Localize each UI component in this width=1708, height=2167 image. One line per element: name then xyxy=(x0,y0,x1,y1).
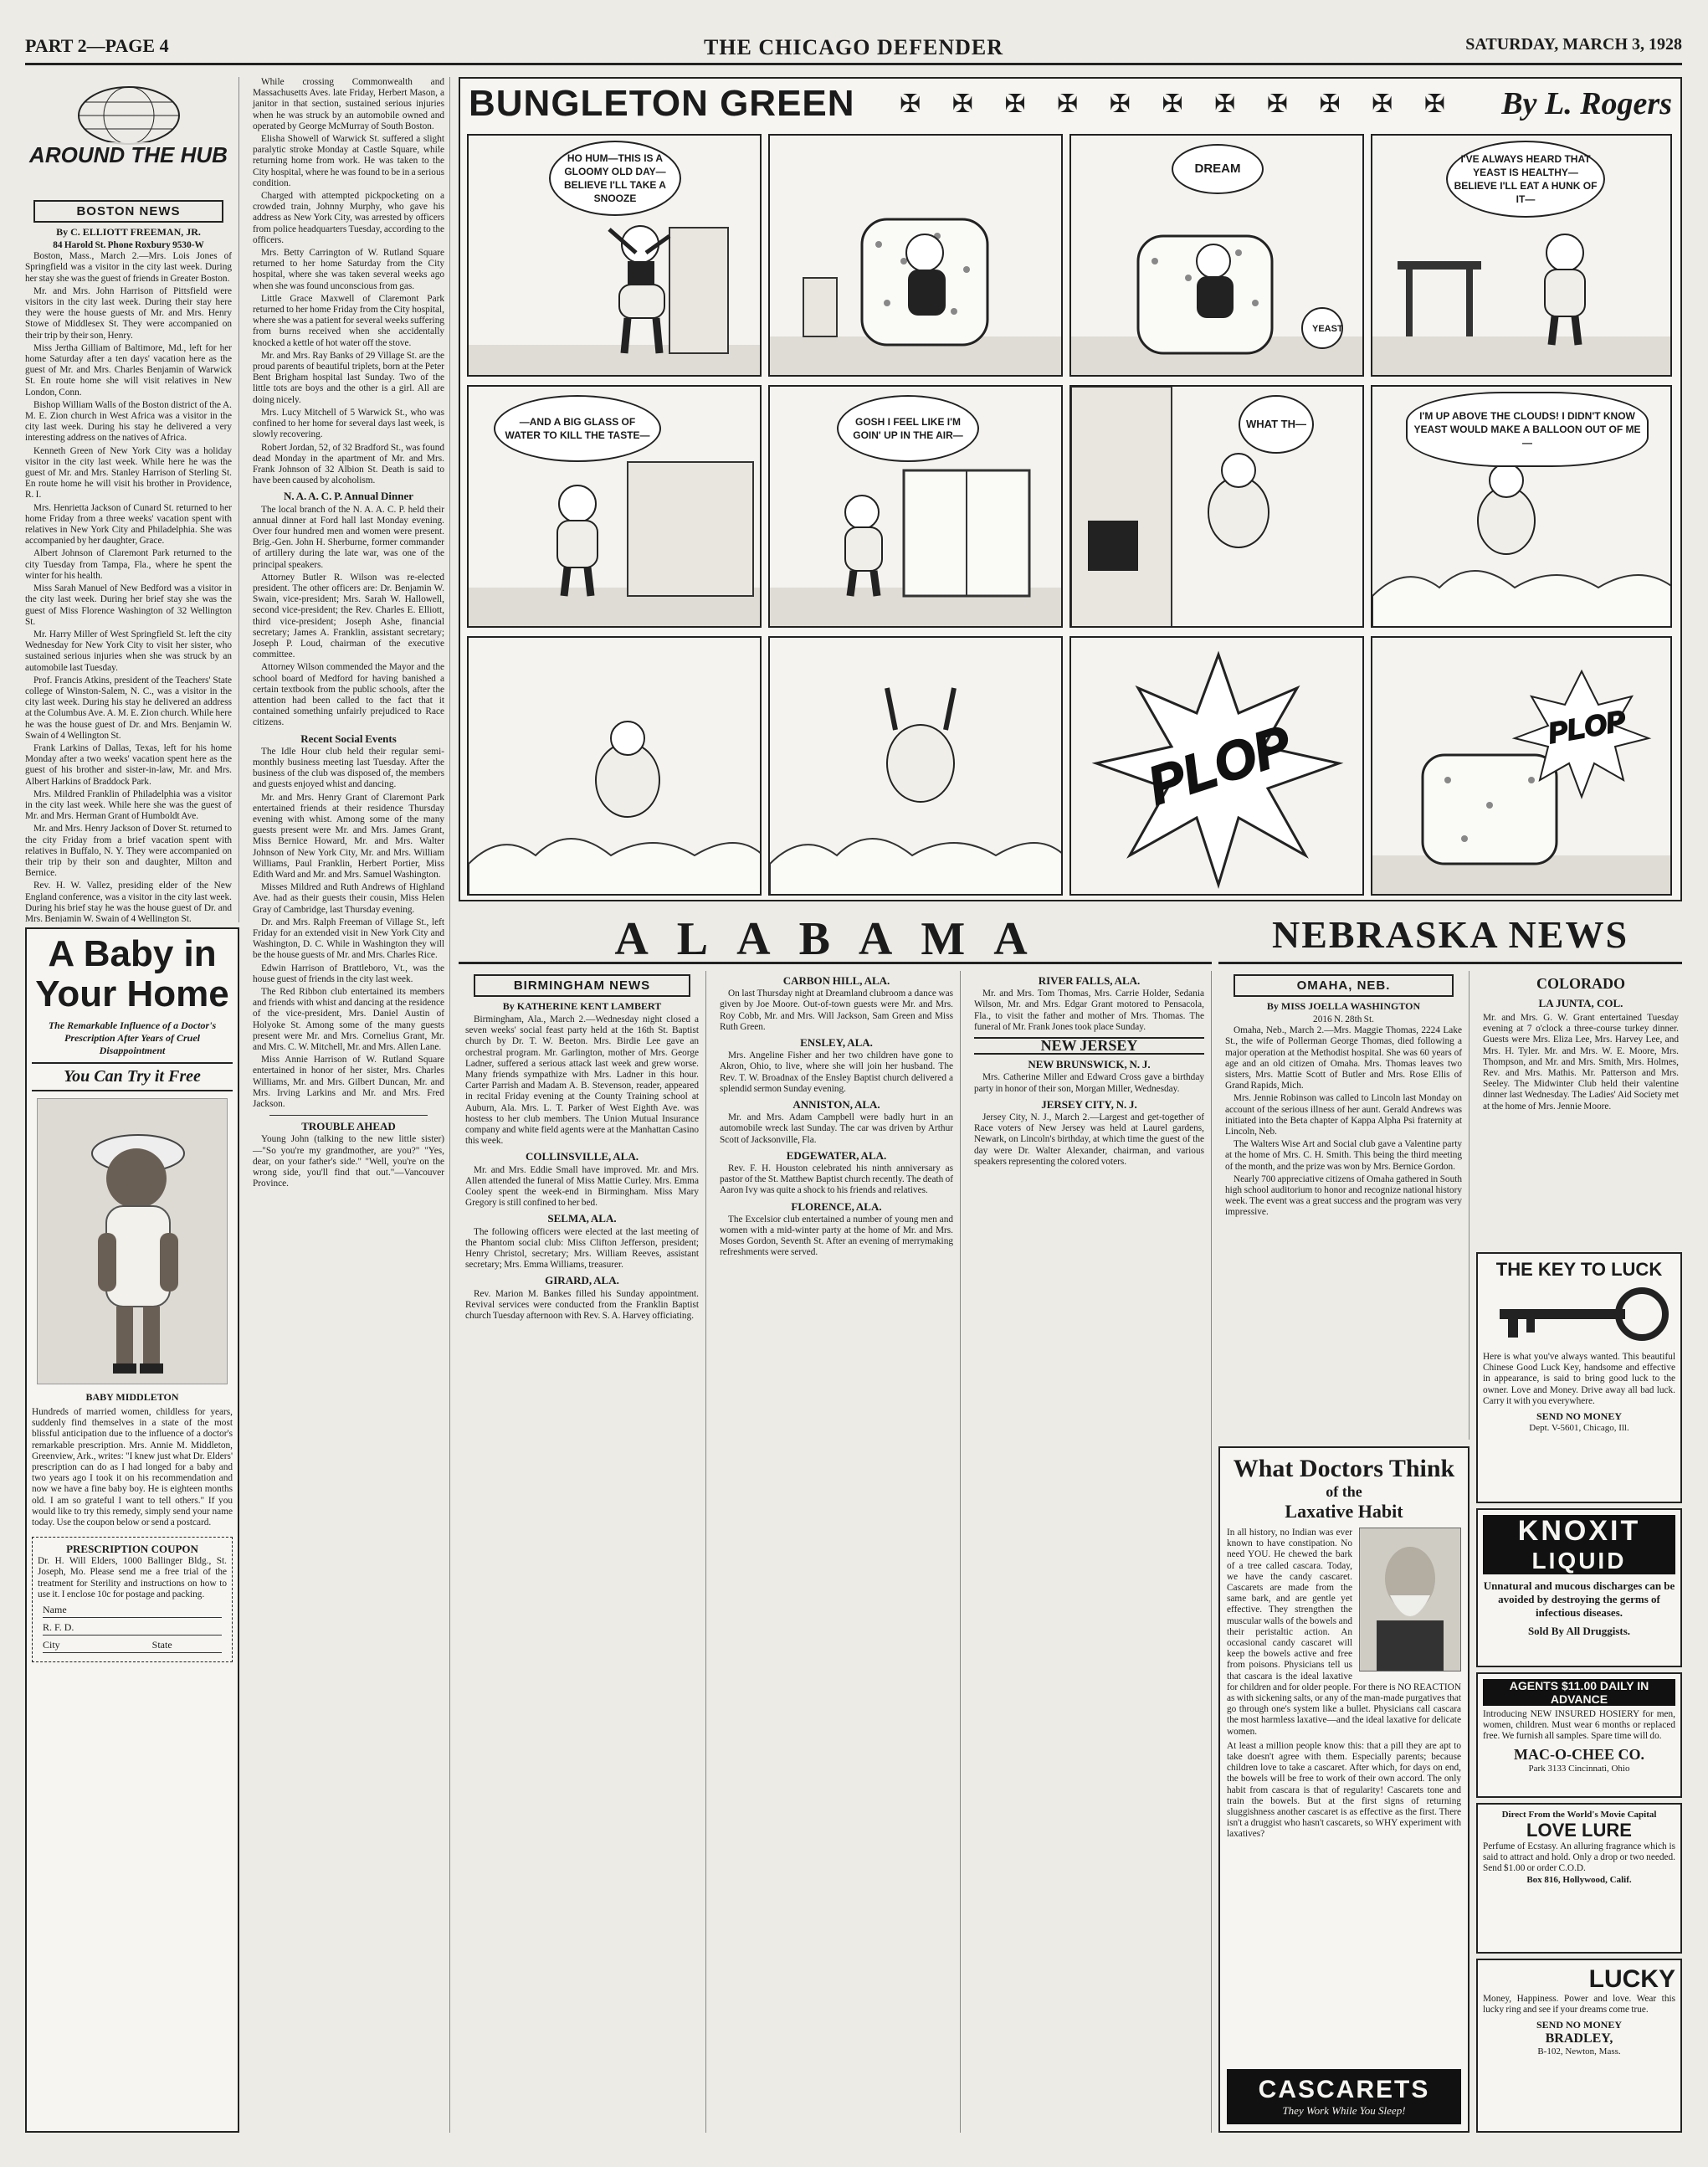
boston-paragraphs xyxy=(25,251,232,922)
coupon-state-label: State xyxy=(151,1639,172,1651)
boston-paragraph: Miss Annie Harrison of W. Rutland Square entertained in honor of her sister, Mrs. Charles Williams, Mr. and Mrs. Gilbert Duncan, Mr. and Mrs. Irving Larkins and Mr. and Mrs. Fred Jackson. xyxy=(253,1055,444,1110)
boston-paragraph: Rev. H. W. Vallez, presiding elder of the New England conference, was a visitor in the city last week. During his brief stay he was the house guest of Dr. and Mrs. Benjamin W. Swain of 4 Wellington St. xyxy=(25,881,232,922)
boston-paragraph: Mr. and Mrs. Ray Banks of 29 Village St. are the proud parents of beautiful triplets, born at the Peter Bent Brigham hospital last Sunday. Two of the little tots are boys and the other is a girl. All are doing nicely. xyxy=(253,350,444,405)
dream-bubble: DREAM xyxy=(1172,144,1264,194)
boston-paragraph: Bishop William Walls of the Boston district of the A. M. E. Zion church in West Africa was a visitor in the city last week. During his stay he delivered a very interesting address on the natives of Africa. xyxy=(25,399,232,444)
alabama-headline xyxy=(459,912,1212,964)
river-falls-head: RIVER FALLS, ALA. xyxy=(1038,974,1141,987)
baby-ad-try-free: You Can Try it Free xyxy=(32,1062,233,1091)
nebraska-column xyxy=(1218,971,1469,1440)
river-falls-text: Mr. and Mrs. Tom Thomas, Mrs. Carrie Holder, Sedania Wilson, Mr. and Mrs. Edgar Grant motored to Pensacola, Fla., to visit the father and mother of Mrs. Thomas. The funeral of Mr. Frank Jones took place Sunday. xyxy=(974,989,1204,1032)
boston-byline: By C. ELLIOTT FREEMAN, JR. xyxy=(56,226,201,238)
trouble-ahead-head: TROUBLE AHEAD xyxy=(301,1120,396,1133)
lucky-ring-ad xyxy=(1476,1959,1682,2133)
comic-panel-4 xyxy=(1371,134,1672,377)
doctors-ad-caption: At least a million people know this: that a pill they are apt to take doesn't agree with them. Especially parents; because children love to take a cascaret. After which, for days on end, the bowels will be free to work of their own accord. The only habit from cascara is that of regularity! Cascarets tone and train the bowels. But at the first signs of returning sluggishness another cascaret is as effective as the first. There isn't a druggist who hasn't cascarets, so WHY experiment with laxatives? xyxy=(1227,1740,1461,1840)
love-lure-ad xyxy=(1476,1803,1682,1954)
speech-bubble: GOSH I FEEL LIKE I'M GOIN' UP IN THE AIR— xyxy=(837,395,979,462)
baby-illustration xyxy=(38,1099,230,1384)
new-brunswick-head: NEW BRUNSWICK, N. J. xyxy=(1028,1058,1151,1071)
boston-paragraph: Mr. and Mrs. John Harrison of Pittsfield were visitors in the city last week. During their stay here they were the house guests of Mr. and Mrs. Henry Stowe of Middlesex St. They were accompanied on their trip by their son, Henry. xyxy=(25,285,232,341)
nebraska-headline xyxy=(1218,912,1682,964)
doctors-ad-body: In all history, no Indian was ever known to have constipation. No need YOU. He chewed the bark of a tree called cascara. Today, we have the candy cascaret. Cascarets are made from the same bark, and are gentle yet effective. They strengthen the muscular walls of the bowels and their peristaltic action. An occasional candy cascaret will keep the bowels active and free from poisons. Physicians tell us that cascara is the ideal laxative for children and for older people. For there is NO REACTION as with sickening salts, or any of the man-made purgatives that go through one's system like a bullet. Physicians call cascara the most harmless laxative—and the ideal laxative for delicate women. xyxy=(1227,1528,1461,1737)
florence-text: The Excelsior club entertained a number of young men and women with a mid-winter party at the home of Mr. and Mrs. Moses Gordon, Seventh St. After an evening of merrymaking refreshments were served. xyxy=(720,1214,953,1258)
boston-paragraph: Frank Larkins of Dallas, Texas, left for his home Monday after a two weeks' vacation spent here as the guest of his brother and sister-in-law, Mr. and Mrs. Albert Harkins of Braddock Park. xyxy=(25,742,232,787)
key-icon xyxy=(1483,1281,1677,1348)
omaha-text: Nearly 700 appreciative citizens of Omaha gathered in South high school auditorium to honor and recognize national history week. The event was a great success and the program was very impressive. xyxy=(1225,1173,1462,1218)
anniston-head: ANNISTON, ALA. xyxy=(792,1098,880,1112)
speech-bubble: HO HUM—THIS IS A GLOOMY OLD DAY—BELIEVE I'LL TAKE A SNOOZE xyxy=(549,141,681,216)
love-lure-sub: Direct From the World's Movie Capital xyxy=(1501,1810,1657,1820)
newspaper-name: THE CHICAGO DEFENDER xyxy=(703,35,1004,59)
naacp-paragraph: Attorney Wilson commended the Mayor and the school board of Medford for having banished a certain textbook from the public schools, after the attention had been called to the fact that it contained something unfairly prejudiced to Race citizens. xyxy=(253,662,444,728)
key-to-luck-ad xyxy=(1476,1252,1682,1503)
florence-head: FLORENCE, ALA. xyxy=(791,1199,882,1213)
new-brunswick-text: Mrs. Catherine Miller and Edward Cross gave a birthday party in honor of their son, Morgan Miller, Wednesday. xyxy=(974,1072,1204,1094)
prescription-coupon xyxy=(32,1537,233,1662)
baby-ad-headline-1: A Baby in xyxy=(48,933,217,974)
ensley-text: Mrs. Angeline Fisher and her two children have gone to Akron, Ohio, to live, where she will join her husband. The Rev. T. W. Broadnax of the Ensley Baptist church delivered a splendid sermon Sunday evening. xyxy=(720,1050,953,1094)
boston-paragraph: Albert Johnson of Claremont Park returned to the city Tuesday from Tampa, Fla., where he spent the winter for his health. xyxy=(25,548,232,581)
omaha-text: Omaha, Neb., March 2.—Mrs. Maggie Thomas, 2224 Lake St., the wife of Pollerman George Thomas, died following a major operation at the Methodist hospital. She was 60 years of age and an old citizen of Omaha. Mrs. Thomas leaves two sisters, Mrs. Mattie Scott of Butler and Mrs. Rose Ellis of Grand Rapids, Mich. xyxy=(1225,1025,1462,1091)
key-ad-body: Here is what you've always wanted. This beautiful Chinese Good Luck Key, handsome and effective in appearance, is said to bring good luck to the owner. Love and Money. Drive away all bad luck. Carry it with you everywhere. xyxy=(1483,1352,1675,1406)
colorado-head: COLORADO xyxy=(1536,975,1625,992)
agents-ad-address: Park 3133 Cincinnati, Ohio xyxy=(1528,1763,1630,1774)
love-lure-address: Box 816, Hollywood, Calif. xyxy=(1526,1874,1632,1885)
comic-title: BUNGLETON GREEN xyxy=(469,83,855,124)
boston-paragraph: Miss Jertha Gilliam of Baltimore, Md., left for her home Saturday after a ten days' vacation here as the guest of Mr. and Mrs. Charles Benjamin of Warwick St. En route home she will visit relatives in New London, Conn. xyxy=(25,342,232,398)
comic-panel-10 xyxy=(768,636,1063,896)
comic-title-ornament: ✠ ✠ ✠ ✠ ✠ ✠ ✠ ✠ ✠ ✠ ✠ xyxy=(899,89,1457,119)
comic-panel-2 xyxy=(768,134,1063,377)
figure-landed-in-chair xyxy=(1372,638,1672,896)
omaha-address: 2016 N. 28th St. xyxy=(1313,1014,1374,1024)
social-events-head: Recent Social Events xyxy=(300,732,397,745)
comic-panel-9 xyxy=(467,636,762,896)
comic-panel-1 xyxy=(467,134,762,377)
doctor-portrait-illustration xyxy=(1360,1528,1460,1671)
social-paragraph: Mr. and Mrs. Henry Grant of Claremont Park entertained friends at their residence Thursday evening with whist. Among some of the many guests present were Mr. and Mrs. James Grant, Miss Bernice Howard, Mr. and Mrs. Walter Johnson of New York City, Mr. and Mrs. William Williams, Paul Franklin, Herbert Portier, Miss Edith Ward and Mr. and Mrs. Samuel Washington. xyxy=(253,792,444,881)
baby-photo xyxy=(37,1098,228,1384)
baby-ad-body: Hundreds of married women, childless for years, suddenly find themselves in a state of the most blissful anticipation due to the influence of a doctor's remarkable prescription. Mrs. Annie M. Middleton, Greenview, Ark., writes: "I knew just what Dr. Elders' prescription can do as I had longed for a baby and two years ago I took it on his recommendation and now we have a fine baby boy. He is eighteen months old. I am so grateful I want to tell others." If you would like to try this remedy, simply send your name today. Use the coupon below or send a postcard. xyxy=(32,1407,233,1528)
boston-paragraph: Charged with attempted pickpocketing on a crowded train, Johnny Murphy, who gave his address as New York City, was arrested by officers from police headquarters Tuesday, according to the officers. xyxy=(253,191,444,245)
alabama-title: ALABAMA xyxy=(614,913,1056,965)
coupon-rfd-field[interactable] xyxy=(43,1621,222,1636)
plop-sound-effect: PLOP xyxy=(1141,713,1299,817)
alabama-column-3 xyxy=(967,971,1212,2133)
knoxit-body: Unnatural and mucous discharges can be avoided by destroying the germs of infectious diseases. xyxy=(1483,1579,1675,1619)
birmingham-byline: By KATHERINE KENT LAMBERT xyxy=(502,1000,662,1012)
speech-bubble: I'VE ALWAYS HEARD THAT YEAST IS HEALTHY—BELIEVE I'LL EAT A HUNK OF IT— xyxy=(1446,141,1605,218)
naacp-paragraph: The local branch of the N. A. A. C. P. held their annual dinner at Ford hall last Monday evening. Over four hundred men and women were present. Brig.-Gen. John H. Sherburne, former commander of artillery during the late war, was one of the principal speakers. xyxy=(253,504,444,570)
trouble-ahead-joke: Young John (talking to the new little sister)—"So you're my grandmother, are you?" "Yes, dear, on your father's side." "Well, you're on the wrong side, you'll find that out."—Vancouver Province. xyxy=(253,1134,444,1189)
knoxit-ad xyxy=(1476,1508,1682,1667)
coupon-text: Dr. H. Will Elders, 1000 Ballinger Bldg., St. Joseph, Mo. Please send me a free trial of the treatment for Sterility and instructions on how to use it. I enclose 10c for postage and packing. xyxy=(38,1556,227,1600)
boston-paragraph: Miss Sarah Manuel of New Bedford was a visitor in the city last week. During her brief stay she was the guest of Miss Florence Washington of 32 Wellington St. xyxy=(25,583,232,627)
baby-ad-sub: The Remarkable Influence of a Doctor's Prescription After Years of Cruel Disappointment xyxy=(48,1019,217,1056)
colorado-text: Mr. and Mrs. G. W. Grant entertained Tuesday evening at 7 o'clock a three-course turkey dinner. Guests were Mrs. Eliza Lee, Mrs. Harvey Lee, and Mrs. H. Tyler. Mr. and Mrs. W. E. Moore, Mrs. Thompson, and Mr. and Mrs. Smith, Mrs. Holmes, Rev. and Mrs. Mathis. Mr. Patterson and Mrs. Seeley. The Midwinter Club held their valentine dinner last Wednesday. The Ladies' Aid Society met at the home of Mrs. Jennie Moore. xyxy=(1483,1013,1679,1112)
globe-icon xyxy=(33,80,225,147)
agents-ad-body: Introducing NEW INSURED HOSIERY for men, women, children. Must wear 6 months or replaced free. We furnish all samples. Spare time will do. xyxy=(1483,1709,1675,1742)
comic-byline: By L. Rogers xyxy=(1501,86,1672,121)
birmingham-text: Birmingham, Ala., March 2.—Wednesday night closed a seven weeks' social feast party held at the 16th St. Baptist church by Dr. T. W. Beeton. Mrs. Birdie Lee gave an orchestral program. Mr. Garlington, mother of Mrs. George Ladner, suffered a serious attack last week and grew worse. Many friends sympathize with Mrs. Ladner in this hour. Carter Parrish and Madam A. B. Stevenson, reader, appeared in recital Friday evening at the County Training school at Auburn, Ala. Mrs. L. T. Parker of West Eighth Ave. was hostess to her club members. The Union Mutual Insurance company and white field agents were at the Manhattan Casino this week. xyxy=(465,1014,699,1147)
omaha-text: Mrs. Jennie Robinson was called to Lincoln last Monday on account of the serious illness of her aunt. Gerald Andrews was initiated into the Beta chapter of Kappa Alpha Psi fraternity at Lincoln, Neb. xyxy=(1225,1093,1462,1137)
boston-paragraph: Kenneth Green of New York City was a holiday visitor in the city last week. While here he was the guest of Mr. and Mrs. Stanley Harrison of Sterling St. En route home he will visit his brother in Providence, R. I. xyxy=(25,445,232,501)
birmingham-news-head: BIRMINGHAM NEWS xyxy=(474,974,690,997)
boston-paragraph: While crossing Commonwealth and Massachusetts Aves. late Friday, Herbert Mason, a janitor in that section, sustained serious injuries when he was struck by an automobile owned and operated by George McMurray of South Boston. xyxy=(253,77,444,131)
coupon-head: PRESCRIPTION COUPON xyxy=(66,1543,198,1556)
boston-paragraph: Mrs. Lucy Mitchell of 5 Warwick St., who was confined to her home for several days last week, is slowly recovering. xyxy=(253,407,444,440)
coupon-city-field[interactable] xyxy=(43,1639,222,1653)
agents-ad-company: MAC-O-CHEE CO. xyxy=(1514,1745,1644,1763)
boston-paragraph: Boston, Mass., March 2.—Mrs. Lois Jones of Springfield was a visitor in the city last week. During her stay she was the guest of friends in Greater Boston. xyxy=(25,251,232,284)
lucky-ad-address: B-102, Newton, Mass. xyxy=(1537,2046,1621,2057)
comic-panel-3 xyxy=(1069,134,1364,377)
agents-ad-head: AGENTS $11.00 DAILY IN ADVANCE xyxy=(1483,1679,1675,1706)
boston-paragraph: Mrs. Henrietta Jackson of Cunard St. returned to her home Friday from a three weeks' vacation spent with relatives in New York City and Philadelphia. She was accompanied by her daughter, Grace. xyxy=(25,502,232,547)
bungleton-green-comic xyxy=(459,77,1682,901)
boston-paragraph: Misses Mildred and Ruth Andrews of Highland Ave. had as their guests their cousin, Miss Helen Gray of Cambridge, last Thursday evening. xyxy=(253,882,444,915)
cascarets-logo xyxy=(1227,2069,1461,2124)
floating-figure xyxy=(1071,387,1364,628)
boston-paragraph: Edwin Harrison of Brattleboro, Vt., was the house guest of friends in the city last week. xyxy=(253,963,444,984)
comic-panel-5 xyxy=(467,385,762,628)
naacp-head: N. A. A. C. P. Annual Dinner xyxy=(283,490,414,503)
girard-text: Rev. Marion M. Bankes filled his Sunday appointment. Revival services were conducted from the Franklin Baptist church Tuesday afternoon with Rev. S. A. Harvey officiating. xyxy=(465,1288,699,1322)
doctors-ad-title: What Doctors Think xyxy=(1233,1455,1455,1482)
boston-paragraph: Dr. and Mrs. Ralph Freeman of Village St., left Friday for an extended visit in New York City and Washington, D. C. While in Washington they will be the house guests of Mr. and Mrs. Charles Rice. xyxy=(253,917,444,961)
page-number: PART 2—PAGE 4 xyxy=(25,35,169,56)
comic-panel-11 xyxy=(1069,636,1364,896)
coupon-name-field[interactable] xyxy=(43,1604,222,1618)
omaha-head: OMAHA, NEB. xyxy=(1234,974,1454,997)
comic-panel-6 xyxy=(768,385,1063,628)
boston-paragraph: Mrs. Mildred Franklin of Philadelphia was a visitor in the city last week. While here she was the guest of Mr. and Mrs. Herman Grant of Humboldt Ave. xyxy=(25,788,232,822)
ensley-head: ENSLEY, ALA. xyxy=(800,1036,873,1050)
boston-paragraph: Mr. and Mrs. Henry Jackson of Dover St. returned to the city Friday from a brief vacation spent with relatives in Buffalo, N. Y. They were accompanied on their trip by their son and daughter, Milton and Bernice. xyxy=(25,824,232,879)
agents-wanted-ad xyxy=(1476,1672,1682,1798)
boston-address: 84 Harold St. Phone Roxbury 9530-W xyxy=(53,240,204,250)
lucky-ad-order: SEND NO MONEY xyxy=(1536,2019,1622,2031)
boston-paragraph: Elisha Showell of Warwick St. suffered a slight paralytic stroke Monday at Castle Square, while returning home from work. He was taken to the City hospital, where he was found to be in a serious condition. xyxy=(253,134,444,188)
cascarets-ad xyxy=(1218,1446,1469,2133)
boston-paragraph: Robert Jordan, 52, of 32 Bradford St., was found dead Monday in the apartment of Mr. and Mrs. Frank Johnson of 32 Albion St. Death is said to have been caused by alcoholism. xyxy=(253,442,444,486)
cascarets-brand: CASCARETS xyxy=(1258,2076,1430,2103)
key-ad-address: Dept. V-5601, Chicago, Ill. xyxy=(1529,1423,1629,1434)
new-jersey-head: NEW JERSEY xyxy=(974,1037,1204,1055)
jersey-city-head: JERSEY CITY, N. J. xyxy=(1041,1097,1137,1111)
boston-paragraph: Mr. Harry Miller of West Springfield St. left the city Wednesday for New York City to visit her sister, who sustained serious injuries when she was struck by an automobile last Tuesday. xyxy=(25,629,232,673)
jersey-city-text: Jersey City, N. J., March 2.—Largest and get-together of Race voters of New Jersey was held at Laurel gardens, Newark, on Lincoln's birthday, at which time the guest of the day were Dr. Walter Alexander, chairman, and various speakers representing the colored voters. xyxy=(974,1112,1204,1167)
boston-paragraph: Prof. Francis Atkins, president of the Teachers' State college of Winston-Salem, N. C., was a visitor in the city last week. During his stay he delivered an address at the Columbus Ave. A. M. E. Zion church. While here he was the house guest of Dr. and Mrs. Benjamin W. Swain of 4 Wellington St. xyxy=(25,675,232,741)
baby-in-your-home-ad xyxy=(25,927,239,2133)
baby-ad-headline-2: Your Home xyxy=(35,973,229,1014)
key-ad-order: SEND NO MONEY xyxy=(1536,1410,1622,1423)
naacp-paragraph: Attorney Butler R. Wilson was re-elected president. The other officers are: Dr. Benjamin W. Swain, vice-president; Mrs. Sarah W. Hallowell, second vice-president; the Rev. Charles E. Elliott, third vice-president; Joseph Ashe, financial secretary; James A. Franklin, assistant secretary; Joseph P. Loud, chairman of the executive committee. xyxy=(253,572,444,660)
comic-header xyxy=(469,82,1672,126)
anniston-text: Mr. and Mrs. Adam Campbell were badly hurt in an automobile wreck last Sunday. The car was driven by Arthur Scott of Jacksonville, Fla. xyxy=(720,1112,953,1145)
selma-text: The following officers were elected at the last meeting of the Phantom social club: Miss Clifton Jefferson, president; Henry Christol, secretary; Mrs. William Reeves, assistant secretary; Mrs. Emma Williams, treasurer. xyxy=(465,1226,699,1271)
around-the-hub-title: AROUND THE HUB xyxy=(26,142,231,168)
armchair-sleeping-figure xyxy=(770,136,1063,377)
carbon-hill-text: On last Thursday night at Dreamland clubroom a dance was given by Joe Moore. Out-of-town guests were Mr. and Mrs. Roy Cobb, Mr. and Mrs. Will Jackson, Sam Green and Miss Ruth Green. xyxy=(720,989,953,1032)
doctor-portrait xyxy=(1359,1528,1461,1671)
omaha-byline: By MISS JOELLA WASHINGTON xyxy=(1266,1000,1421,1012)
girard-head: GIRARD, ALA. xyxy=(545,1274,619,1287)
love-lure-body: Perfume of Ecstasy. An alluring fragrance which is said to attract and hold. Only a drop or two needed. Send $1.00 or order C.O.D. xyxy=(1483,1841,1675,1874)
alabama-column-2 xyxy=(713,971,961,2133)
collinsville-text: Mr. and Mrs. Eddie Small have improved. Mr. and Mrs. Allen attended the funeral of Miss Mattie Curley. Mrs. Emma Cooley spent the week-end in Birmingham. Miss Mary Gregory is still confined to her bed. xyxy=(465,1164,699,1209)
issue-date: SATURDAY, MARCH 3, 1928 xyxy=(1465,35,1682,54)
speech-bubble: WHAT TH— xyxy=(1239,395,1314,454)
key-to-luck-title: THE KEY TO LUCK xyxy=(1495,1259,1663,1280)
lucky-ad-body: Money, Happiness. Power and love. Wear this lucky ring and see if your dreams come true. xyxy=(1483,1994,1675,2016)
speech-bubble: —AND A BIG GLASS OF WATER TO KILL THE TASTE— xyxy=(494,395,661,462)
doctors-ad-sub-1: of the xyxy=(1326,1483,1362,1500)
figure-falling xyxy=(770,638,1063,896)
edgewater-text: Rev. F. H. Houston celebrated his ninth anniversary as pastor of the St. Matthew Baptist church recently. The death of Aaron Ivy was quite a shock to his friends and relatives. xyxy=(720,1163,953,1196)
comic-panel-8 xyxy=(1371,385,1672,628)
boston-paragraph: The Red Ribbon club entertained its members and friends with whist and dancing at the residence of the vice-president, Mrs. Daniel Austin of Holyoke St. Among some of the many guests present were Mr. and Mrs. Cornelius Grant, Mr. and Mrs. C. W. Mitchell, Mr. and Mrs. Allen Lane. xyxy=(253,987,444,1053)
comic-panel-7 xyxy=(1069,385,1364,628)
plop-sound-effect: PLOP xyxy=(1546,705,1628,750)
carbon-hill-head: CARBON HILL, ALA. xyxy=(782,974,890,987)
nebraska-title: NEBRASKA NEWS xyxy=(1271,913,1629,956)
baby-photo-caption: BABY MIDDLETON xyxy=(85,1391,179,1403)
figure-on-clouds xyxy=(469,638,762,896)
yeast-label: YEAST xyxy=(1312,324,1343,334)
speech-bubble: I'M UP ABOVE THE CLOUDS! I DIDN'T KNOW YEAST WOULD MAKE A BALLOON OUT OF ME— xyxy=(1406,392,1649,467)
lucky-ad-head: LUCKY xyxy=(1588,1965,1675,1993)
boston-column-1 xyxy=(25,77,239,922)
omaha-text: The Walters Wise Art and Social club gave a Valentine party at the home of Mrs. C. H. Smith. This being the third meeting of the month, and the prize was won by Mrs. Bernice Gordon. xyxy=(1225,1139,1462,1172)
alabama-column-1 xyxy=(459,971,706,2133)
colorado-column xyxy=(1476,971,1682,1247)
boston-column-2 xyxy=(248,77,450,2133)
la-junta-head: LA JUNTA, COL. xyxy=(1538,997,1623,1009)
social-paragraph: The Idle Hour club held their regular semi-monthly business meeting last Tuesday. After the business of the club was disposed of, the members and guests enjoyed whist and dancing. xyxy=(253,746,444,790)
boston-paragraph: Mrs. Betty Carrington of W. Rutland Square returned to her home Saturday from the City hospital, where she was taken several weeks ago when she was found unconscious from gas. xyxy=(253,248,444,291)
knoxit-brand-2: LIQUID xyxy=(1483,1548,1675,1574)
cascarets-tagline: They Work While You Sleep! xyxy=(1282,2104,1406,2117)
lucky-ad-company: BRADLEY, xyxy=(1545,2031,1613,2046)
page-masthead xyxy=(25,32,1682,65)
knoxit-brand: KNOXIT xyxy=(1483,1515,1675,1548)
doctors-ad-sub-2: Laxative Habit xyxy=(1285,1501,1403,1522)
coupon-name-label: Name xyxy=(43,1604,67,1616)
edgewater-head: EDGEWATER, ALA. xyxy=(786,1148,887,1162)
selma-head: SELMA, ALA. xyxy=(547,1212,617,1225)
comic-panel-12 xyxy=(1371,636,1672,896)
boston-paragraph: Little Grace Maxwell of Claremont Park returned to her home Friday from the City hospital, where she was a patient for several weeks suffering from burns received when she accidentally knocked a kettle of hot water off the stove. xyxy=(253,293,444,348)
knoxit-sold: Sold By All Druggists. xyxy=(1527,1625,1631,1637)
coupon-rfd-label: R. F. D. xyxy=(43,1621,74,1634)
boston-news-head: BOSTON NEWS xyxy=(33,200,223,223)
collinsville-head: COLLINSVILLE, ALA. xyxy=(526,1150,639,1163)
around-the-hub-logo xyxy=(25,80,232,168)
love-lure-head: LOVE LURE xyxy=(1526,1820,1632,1841)
coupon-city-label: City xyxy=(43,1639,60,1651)
